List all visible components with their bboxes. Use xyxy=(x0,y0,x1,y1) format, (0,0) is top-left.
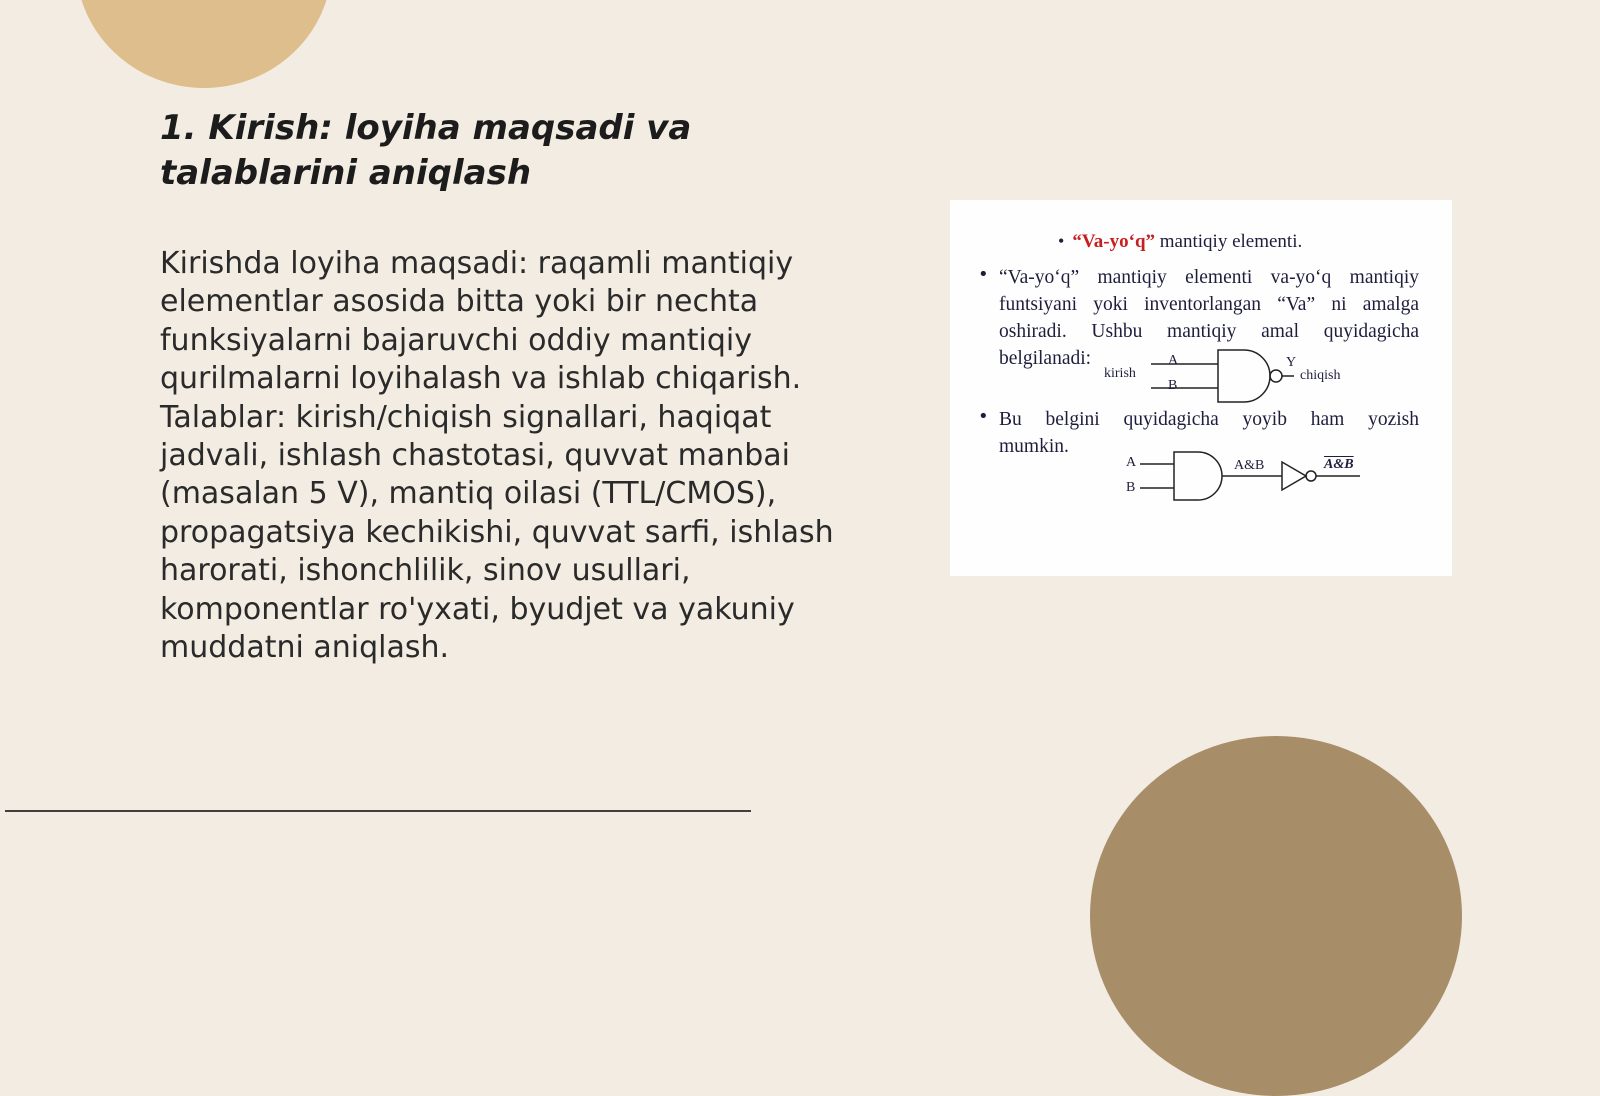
decorative-circle-top xyxy=(76,0,332,88)
gate1-output-label: chiqish xyxy=(1300,368,1341,383)
bullet-dot: • xyxy=(978,406,989,427)
gate2-input-b: B xyxy=(1126,480,1136,495)
figure-heading-rest: mantiqiy elementi. xyxy=(1155,231,1303,252)
gate2-mid-label: A&B xyxy=(1234,458,1265,473)
bullet-dot: • xyxy=(1058,231,1065,251)
bullet-dot: • xyxy=(978,264,989,285)
figure-paragraph-1-line-1: “Va-yo‘q” mantiqiy elementi va-yo‘q mantiqiy xyxy=(999,267,1419,288)
gate1-input-b: B xyxy=(1168,378,1178,393)
gate1-output: Y xyxy=(1286,355,1297,370)
figure-paragraph-1-last: belgilanadi: xyxy=(999,348,1092,369)
figure-paragraph-2-line-2: mumkin. xyxy=(999,436,1069,457)
nand-gate-figure xyxy=(950,200,1452,576)
gate1-input-label: kirish xyxy=(1104,366,1136,381)
figure-paragraph-1-line-3: oshiradi. Ushbu mantiqiy amal quyidagicha xyxy=(999,321,1419,342)
gate2-output-label: A&B xyxy=(1324,457,1354,472)
divider-line xyxy=(5,810,751,812)
nand-gate-diagram xyxy=(950,200,1452,576)
slide-body-text: Kirishda loyiha maqsadi: raqamli mantiqiy elementlar asosida bitta yoki bir nechta funksiyalarni bajaruvchi oddiy mantiqiy qurilmalarni loyihalash va ishlab chiqarish. Talablar: kirish/chiqish signallari, haqiqat jadvali, ishlash chastotasi, quvvat manbai (masalan 5 V), mantiq oilasi (TTL/CMOS), propagatsiya kechikishi, quvvat sarfi, ishlash harorati, ishonchlilik, sinov usullari, komponentlar ro'yxati, byudjet va yakuniy muddatni aniqlash. xyxy=(160,246,834,666)
figure-paragraph-2-line-1: Bu belgini quyidagicha yoyib ham yozish xyxy=(999,409,1419,430)
figure-paragraph-1-line-2: funtsiyani yoki inventorlangan “Va” ni amalga xyxy=(999,294,1419,315)
figure-heading-highlight: “Va-yo‘q” xyxy=(1072,231,1156,252)
decorative-circle-bottom xyxy=(1090,736,1462,1096)
gate1-input-a: A xyxy=(1168,353,1179,368)
gate2-input-a: A xyxy=(1126,455,1137,470)
slide-title: 1. Kirish: loyiha maqsadi va talablarini aniqlash xyxy=(160,108,692,193)
